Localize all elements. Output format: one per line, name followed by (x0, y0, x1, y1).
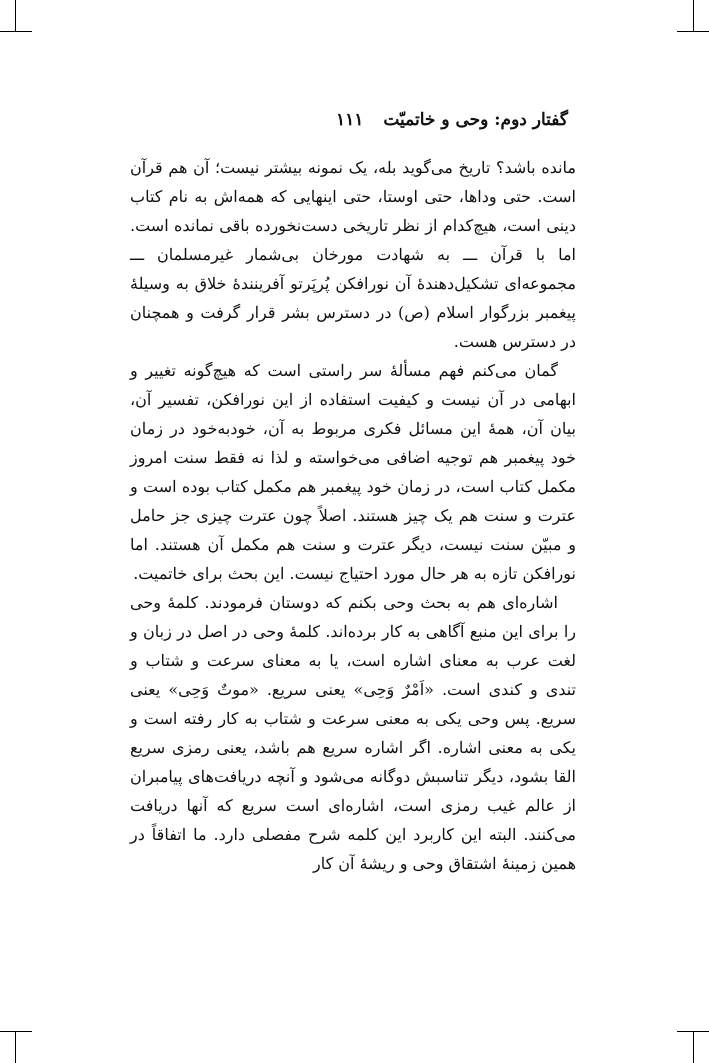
crop-mark-top-right-horizontal (677, 31, 709, 32)
crop-mark-top-left-vertical (15, 0, 16, 32)
running-header (336, 110, 568, 130)
paragraph-2: گمان می‌کنم فهم مسألهٔ سر راستی است که هیچ‌گونه تغییر و ابهامی در آن نیست و کیفیت استفاده از این نورافکن، تفسیر آن، بیان آن، همهٔ این مسائل فکری مربوط به آن، خودبه‌خود در زمان خود پیغمبر هم توجیه اضافی می‌خواسته و لذا نه فقط سنت امروز مکمل کتاب است، در زمان خود پیغمبر هم مکمل کتاب بوده است و عترت و سنت هم یک چیز هستند. اصلاً چون عترت چیزی جز حامل و مبیّن سنت نیست، دیگر عترت و سنت هم مکمل آن هستند. اما نورافکن تازه به هر حال مورد احتیاج نیست. این بحث برای خاتمیت. (130, 361, 576, 583)
crop-mark-bottom-left-vertical (15, 1031, 16, 1063)
chapter-title: گفتار دوم: وحی و خاتمیّت (383, 110, 568, 130)
crop-mark-bottom-right-vertical (693, 1031, 694, 1063)
page-number: ۱۱۱ (336, 110, 364, 130)
crop-mark-top-left-horizontal (0, 31, 32, 32)
paragraph-1: مانده باشد؟ تاریخ می‌گوید بله، یک نمونه بیشتر نیست؛ آن هم قرآن است. حتی وداها، حتی اوستا، حتی اینهایی که همه‌اش به نام کتاب دینی است، هیچ‌کدام از نظر تاریخی دست‌نخورده باقی نمانده است. اما با قرآن ـــ به شهادت مورخان بی‌شمار غیرمسلمان ـــ مجموعه‌ای تشکیل‌دهندهٔ آن نورافکن پُرپَرتو آفرینندهٔ خلاق به وسیلهٔ پیغمبر بزرگوار اسلام (ص) در دسترس بشر قرار گرفت و همچنان در دسترس هست. (130, 158, 576, 351)
paragraph-3: اشاره‌ای هم به بحث وحی بکنم که دوستان فرمودند. کلمهٔ وحی را برای این منبع آگاهی به کار برده‌اند. کلمهٔ وحی در اصل در زبان و لغت عرب به معنای اشاره است، یا به معنای سرعت و شتاب و تندی و کندی است. «اَمْرٌ وَحِی» یعنی سریع. «موتٌ وَحِی» یعنی سریع. پس وحی یکی به معنی سرعت و شتاب به کار رفته است و یکی به معنی اشاره. اگر اشاره سریع هم باشد، یعنی رمزی سریع القا بشود، دیگر تناسبش دوگانه می‌شود و آنچه دریافت‌های پیامبران از عالم غیب رمزی است، اشاره‌ای است سریع که آنها دریافت می‌کنند. البته این کاربرد این کلمه شرح مفصلی دارد. ما اتفاقاً در همین زمینهٔ اشتقاق وحی و ریشهٔ آن کار (130, 593, 576, 873)
crop-mark-bottom-left-horizontal (0, 1031, 32, 1032)
body-text (130, 153, 576, 878)
crop-mark-bottom-right-horizontal (677, 1031, 709, 1032)
crop-mark-top-right-vertical (693, 0, 694, 32)
